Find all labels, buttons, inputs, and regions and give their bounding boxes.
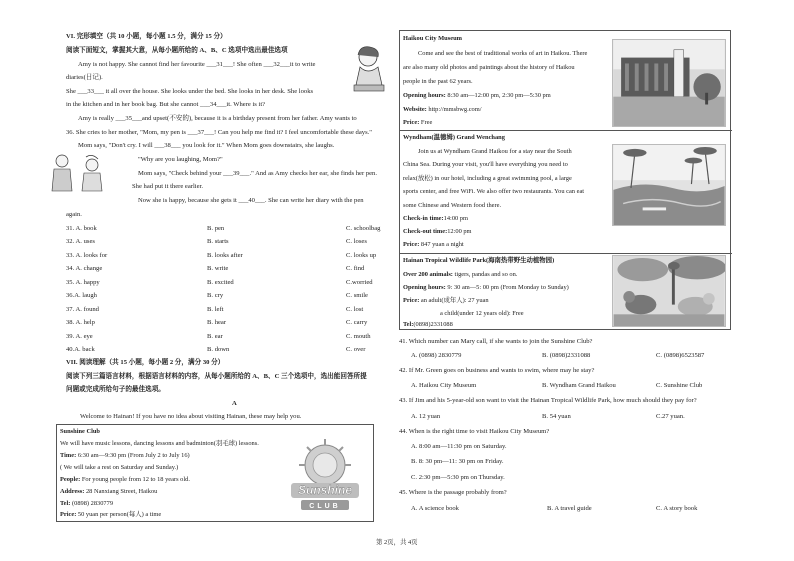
answer-a: A. 12 yuan bbox=[411, 413, 441, 420]
hotel-desc: Join us at Wyndham Grand Haikou for a stay near the South bbox=[418, 148, 572, 155]
museum-desc: are also many old photos and paintings about the history of Haikou bbox=[403, 64, 575, 71]
cloze-line: Now she is happy, because she gets it ___40___. She can write her diary with the pen bbox=[138, 197, 364, 204]
cloze-title: VI. 完形填空（共 10 小题，每小题 1.5 分，满分 15 分） bbox=[66, 33, 227, 40]
cloze-line: Mom says, "Check behind your ___39___." And as Amy checks her ear, she finds her pen. bbox=[138, 170, 377, 177]
cloze-line: 36. She cries to her mother, "Mom, my pen is ___37___! Can you help me find it? I feel uncomfortable these days." bbox=[66, 129, 372, 136]
cloze-line: again. bbox=[66, 211, 82, 218]
wildlife-park-photo bbox=[612, 255, 726, 327]
cloze-line: "Why are you laughing, Mom?" bbox=[138, 156, 223, 163]
answer-a: A. 8:00 am—11:30 pm on Saturday. bbox=[411, 443, 507, 450]
museum-name: Haikou City Museum bbox=[403, 35, 462, 42]
option-a: 32. A. uses bbox=[66, 238, 95, 245]
park-price-adult: Price: an adult(成年人): 27 yuan bbox=[403, 297, 489, 304]
sunshine-club-desc: We will have music lessons, dancing lessons and badminton(羽毛球) lessons. bbox=[60, 440, 259, 447]
passage-intro: Welcome to Hainan! If you have no idea about visiting Hainan, these may help you. bbox=[80, 413, 302, 420]
option-a: 36.A. laugh bbox=[66, 292, 97, 299]
sunshine-club-people: People: For young people from 12 to 18 years old. bbox=[60, 476, 190, 483]
museum-website: Website: http://mmsbwg.com/ bbox=[403, 106, 482, 113]
page-number: 第 2页，共 4页 bbox=[376, 539, 418, 546]
question-41: 41. Which number can Mary call, if she wants to join the Sunshine Club? bbox=[399, 338, 593, 345]
hotel-desc: relax(放松) in our hotel, including a great swimming pool, a large bbox=[403, 175, 572, 182]
answer-c: C. A story book bbox=[656, 505, 698, 512]
option-c: C. smile bbox=[346, 292, 368, 299]
option-a: 33. A. looks for bbox=[66, 252, 108, 259]
option-a: 34. A. change bbox=[66, 265, 103, 272]
option-b: B. write bbox=[207, 265, 229, 272]
divider bbox=[400, 130, 732, 131]
park-price-child: a child(under 12 years old): Free bbox=[440, 310, 524, 317]
passage-label: A bbox=[232, 400, 237, 407]
option-b: B. starts bbox=[207, 238, 229, 245]
option-a: 31. A. book bbox=[66, 225, 97, 232]
museum-photo bbox=[612, 39, 726, 127]
cloze-instruction: 阅读下面短文，掌握其大意，从每小题所给的 A、B、C 选项中选出最佳选项 bbox=[66, 47, 288, 54]
sunshine-club-name: Sunshine Club bbox=[60, 428, 100, 435]
girl-writing-illustration bbox=[350, 45, 388, 95]
option-a: 40.A. back bbox=[66, 346, 95, 353]
sunshine-club-price: Price: 50 yuan per person(每人) a time bbox=[60, 511, 162, 518]
sunshine-club-time: Time: 6:30 am—9:30 pm (From July 2 to July 16) bbox=[60, 452, 190, 459]
option-c: C. lost bbox=[346, 306, 364, 313]
option-c: C. over bbox=[346, 346, 366, 353]
option-b: B. hear bbox=[207, 319, 227, 326]
park-hours: Opening hours: 9: 30 am—5: 00 pm (From Monday to Sunday) bbox=[403, 284, 569, 291]
answer-c: C. (0898)6523587 bbox=[656, 352, 705, 359]
sunshine-club-logo bbox=[289, 439, 361, 515]
divider bbox=[400, 253, 732, 254]
option-c: C. looks up bbox=[346, 252, 377, 259]
option-a: 38. A. help bbox=[66, 319, 95, 326]
park-name: Hainan Tropical Wildlife Park(海南热带野生动植物园) bbox=[403, 257, 555, 264]
sunshine-club-rest: ( We will take a rest on Saturday and Sunday.) bbox=[60, 464, 179, 471]
logo-text-top: Sunshine bbox=[297, 483, 353, 497]
hotel-desc: China Sea. During your visit, you'll have everything you need to bbox=[403, 161, 568, 168]
option-a: 37. A. found bbox=[66, 306, 99, 313]
cloze-line: Amy is not happy. She cannot find her favourite ___31___! She often ___32___it to write bbox=[78, 61, 316, 68]
option-b: B. left bbox=[207, 306, 224, 313]
attractions-box bbox=[399, 30, 731, 330]
answer-b: B. A travel guide bbox=[547, 505, 592, 512]
option-a: 35. A. happy bbox=[66, 279, 100, 286]
museum-desc: Come and see the best of traditional works of art in Haikou. There bbox=[418, 50, 588, 57]
reading-title: VII. 阅读理解（共 15 小题，每小题 2 分，满分 30 分） bbox=[66, 359, 225, 366]
option-b: B. ear bbox=[207, 333, 223, 340]
option-b: B. looks after bbox=[207, 252, 243, 259]
answer-c: C. 2:30 pm—5:30 pm on Thursday. bbox=[411, 474, 505, 481]
option-b: B. cry bbox=[207, 292, 224, 299]
option-b: B. excited bbox=[207, 279, 234, 286]
answer-a: A. A science book bbox=[411, 505, 459, 512]
park-tel: Tel:(0898)2331088 bbox=[403, 321, 453, 328]
question-43: 43. If Jim and his 5-year-old son want to visit the Hainan Tropical Wildlife Park, how much should they pay for? bbox=[399, 397, 697, 404]
question-42: 42. If Mr. Green goes on business and wants to swim, where may he stay? bbox=[399, 367, 595, 374]
hotel-desc: some Chinese and Western food there. bbox=[403, 202, 502, 209]
option-b: B. down bbox=[207, 346, 230, 353]
hotel-price: Price: 847 yuan a night bbox=[403, 241, 464, 248]
cloze-line: Mom says, "Don't cry. I will ___38___ you look for it." When Mom goes downstairs, she laughs. bbox=[78, 142, 335, 149]
option-c: C. find bbox=[346, 265, 365, 272]
option-a: 39. A. eye bbox=[66, 333, 93, 340]
logo-text-bottom: CLUB bbox=[309, 503, 341, 510]
option-c: C. loses bbox=[346, 238, 367, 245]
cloze-line: She had put it there earlier. bbox=[132, 183, 204, 190]
answer-c: C. Sunshine Club bbox=[656, 382, 703, 389]
hotel-name: Wyndham(温德姆) Grand Wenchang bbox=[403, 134, 505, 141]
hotel-desc: sports center, and free WiFi. We also offer two restaurants. You can eat bbox=[403, 188, 585, 195]
option-c: C. mouth bbox=[346, 333, 371, 340]
cloze-line: Amy is really ___35___and upset(不安的), because it is a birthday present from her father. Amy wants to bbox=[78, 115, 357, 122]
reading-instruction: 问题或完成所给句子的最佳选项。 bbox=[66, 386, 165, 393]
answer-b: B. 54 yuan bbox=[542, 413, 571, 420]
answer-a: A. Haikou City Museum bbox=[411, 382, 477, 389]
sunshine-club-address: Address: 28 Nanxiang Street, Haikou bbox=[60, 488, 158, 495]
sunshine-club-tel: Tel: (0898) 2830779 bbox=[60, 500, 114, 507]
park-animals: Over 200 animals: tigers, pandas and so on. bbox=[403, 271, 518, 278]
hotel-checkin: Check-in time:14:00 pm bbox=[403, 215, 468, 222]
cloze-line: She ___33___ it all over the house. She looks under the bed. She looks in her desk. She looks bbox=[66, 88, 314, 95]
question-44: 44. When is the right time to visit Haikou City Museum? bbox=[399, 428, 550, 435]
option-c: C.worried bbox=[346, 279, 373, 286]
cloze-line: diaries(日记). bbox=[66, 74, 103, 81]
answer-b: B. Wyndham Grand Haikou bbox=[542, 382, 616, 389]
option-c: C. carry bbox=[346, 319, 368, 326]
question-45: 45. Where is the passage probably from? bbox=[399, 489, 507, 496]
sunshine-club-box bbox=[56, 424, 374, 522]
option-c: C. schoolbag bbox=[346, 225, 381, 232]
museum-price: Price: Free bbox=[403, 119, 433, 126]
museum-hours: Opening hours: 8:30 am—12:00 pm, 2:30 pm—5:30 pm bbox=[403, 92, 551, 99]
option-b: B. pen bbox=[207, 225, 225, 232]
answer-b: B. (0898)2331088 bbox=[542, 352, 591, 359]
hotel-checkout: Check-out time:12:00 pm bbox=[403, 228, 472, 235]
answer-a: A. (0898) 2830779 bbox=[411, 352, 462, 359]
museum-desc: people in the past 62 years. bbox=[403, 78, 473, 85]
answer-b: B. 8: 30 pm—11: 30 pm on Friday. bbox=[411, 458, 504, 465]
mother-and-girl-illustration bbox=[46, 151, 110, 195]
cloze-line: in the kitchen and in her book bag. But she cannot ___34___it. Where is it? bbox=[66, 101, 266, 108]
hotel-pool-photo bbox=[612, 144, 726, 226]
reading-instruction: 阅读下列三篇语言材料，根据语言材料的内容，从每小题所给的 A、B、C 三个选项中，选出能回答所提 bbox=[66, 373, 367, 380]
answer-c: C.27 yuan. bbox=[656, 413, 685, 420]
